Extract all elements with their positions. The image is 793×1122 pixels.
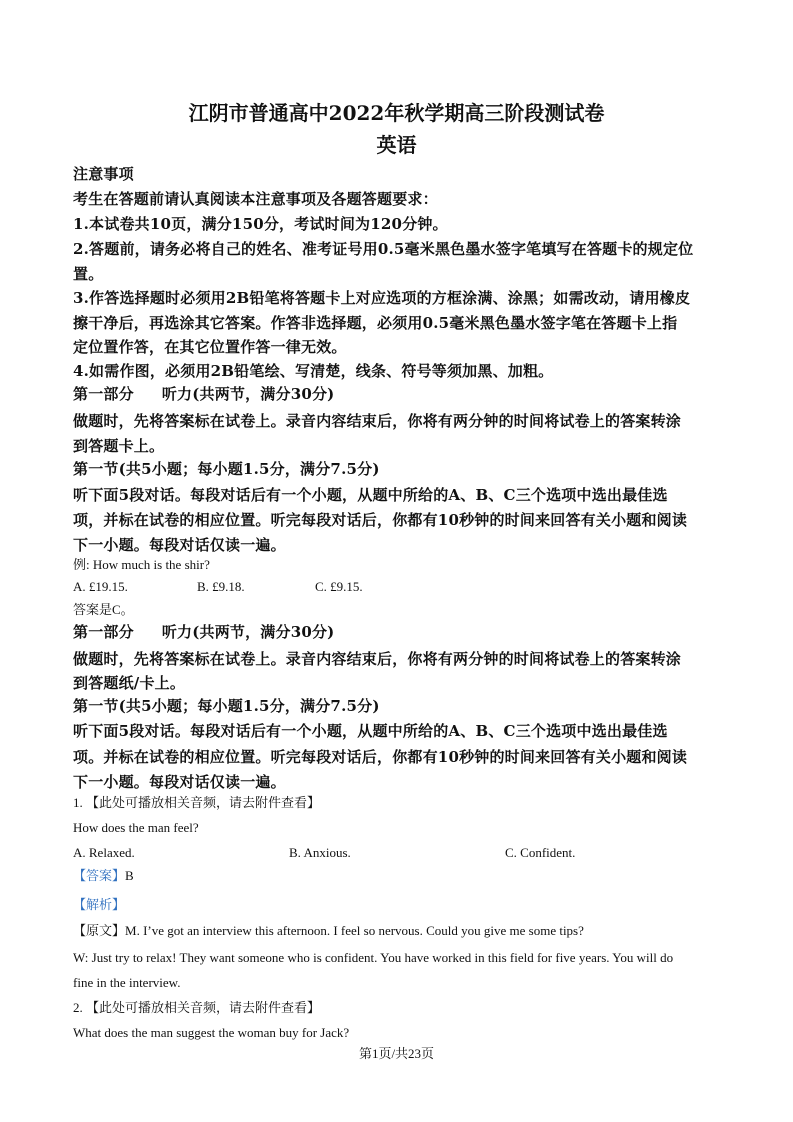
- part-instruction: 到答题纸/卡上。: [73, 674, 186, 692]
- notice-line: 4.如需作图，必须用2B铅笔绘、写清楚，线条、符号等须加黑、加粗。: [73, 362, 554, 380]
- subject-title: 英语: [376, 133, 417, 157]
- notice-intro: 考生在答题前请认真阅读本注意事项及各题答题要求：: [73, 190, 438, 208]
- answer-label: 【答案】: [73, 868, 126, 883]
- notice-line: 1.本试卷共10页，满分150分，考试时间为120分钟。: [73, 215, 448, 233]
- part-label: 第一部分: [73, 385, 134, 403]
- notice-heading: 注意事项: [73, 165, 134, 183]
- part-title: 听力(共两节，满分30分): [161, 623, 335, 641]
- section-instruction: 下一小题。每段对话仅读一遍。: [73, 773, 286, 791]
- q1-audio-link[interactable]: 1. 【此处可播放相关音频，请去附件查看】: [73, 795, 321, 810]
- notice-line: 3.作答选择题时必须用2B铅笔将答题卡上对应选项的方框涂满、涂黑；如需改动，请用橡皮: [73, 289, 691, 307]
- part-heading: [73, 622, 334, 642]
- part-title: 听力(共两节，满分30分): [161, 385, 335, 403]
- exam-title: 江阴市普通高中2022年秋学期高三阶段测试卷: [188, 101, 605, 125]
- q1-transcript-line: fine in the interview.: [73, 975, 181, 990]
- notice-line: 定位置作答，在其它位置作答一律无效。: [73, 338, 347, 356]
- section-heading: 第一节(共5小题；每小题1.5分，满分7.5分): [73, 460, 380, 478]
- transcript-text: M. I’ve got an interview this afternoon. I feel so nervous. Could you give me some tips?: [125, 923, 584, 938]
- notice-line: 擦干净后，再选涂其它答案。作答非选择题，必须用0.5毫米黑色墨水签字笔在答题卡上指: [73, 314, 678, 332]
- q1-option-b: B. Anxious.: [289, 845, 351, 860]
- example-option-b: B. £9.18.: [197, 579, 245, 594]
- page-footer: 第1页/共23页: [358, 1046, 435, 1061]
- q1-transcript-line: W: Just try to relax! They want someone who is confident. You have worked in this field for five years. You will do: [73, 950, 674, 965]
- section-instruction: 项。并标在试卷的相应位置。听完每段对话后，你都有10秒钟的时间来回答有关小题和阅读: [73, 748, 688, 766]
- section-instruction: 听下面5段对话。每段对话后有一个小题，从题中所给的A、B、C三个选项中选出最佳选: [73, 722, 668, 740]
- part-instruction: 到答题卡上。: [73, 437, 165, 455]
- section-instruction: 听下面5段对话。每段对话后有一个小题，从题中所给的A、B、C三个选项中选出最佳选: [73, 486, 668, 504]
- transcript-label: 【原文】: [73, 923, 126, 938]
- example-option-c: C. £9.15.: [315, 579, 363, 594]
- q1-transcript: [73, 923, 584, 939]
- part-label: 第一部分: [73, 623, 134, 641]
- example-question: 例: How much is the shir?: [73, 557, 210, 572]
- part-instruction: 做题时，先将答案标在试卷上。录音内容结束后，你将有两分钟的时间将试卷上的答案转涂: [73, 650, 682, 668]
- q1-analysis-label: 【解析】: [73, 897, 126, 912]
- section-heading: 第一节(共5小题；每小题1.5分，满分7.5分): [73, 697, 380, 715]
- part-heading: [73, 384, 334, 404]
- part-instruction: 做题时，先将答案标在试卷上。录音内容结束后，你将有两分钟的时间将试卷上的答案转涂: [73, 412, 682, 430]
- q1-answer: [73, 868, 134, 884]
- q2-question: What does the man suggest the woman buy for Jack?: [73, 1025, 350, 1040]
- example-answer: 答案是C。: [73, 602, 134, 617]
- q1-option-a: A. Relaxed.: [73, 845, 135, 860]
- q1-option-c: C. Confident.: [505, 845, 576, 860]
- section-instruction: 下一小题。每段对话仅读一遍。: [73, 536, 286, 554]
- q1-question: How does the man feel?: [73, 820, 199, 835]
- section-instruction: 项，并标在试卷的相应位置。听完每段对话后，你都有10秒钟的时间来回答有关小题和阅读: [73, 511, 688, 529]
- q2-audio-link[interactable]: 2. 【此处可播放相关音频，请去附件查看】: [73, 1000, 321, 1015]
- notice-line: 置。: [73, 265, 104, 283]
- example-option-a: A. £19.15.: [73, 579, 128, 594]
- notice-line: 2.答题前，请务必将自己的姓名、准考证号用0.5毫米黑色墨水签字笔填写在答题卡的规定位: [73, 240, 694, 258]
- answer-value: B: [125, 868, 134, 883]
